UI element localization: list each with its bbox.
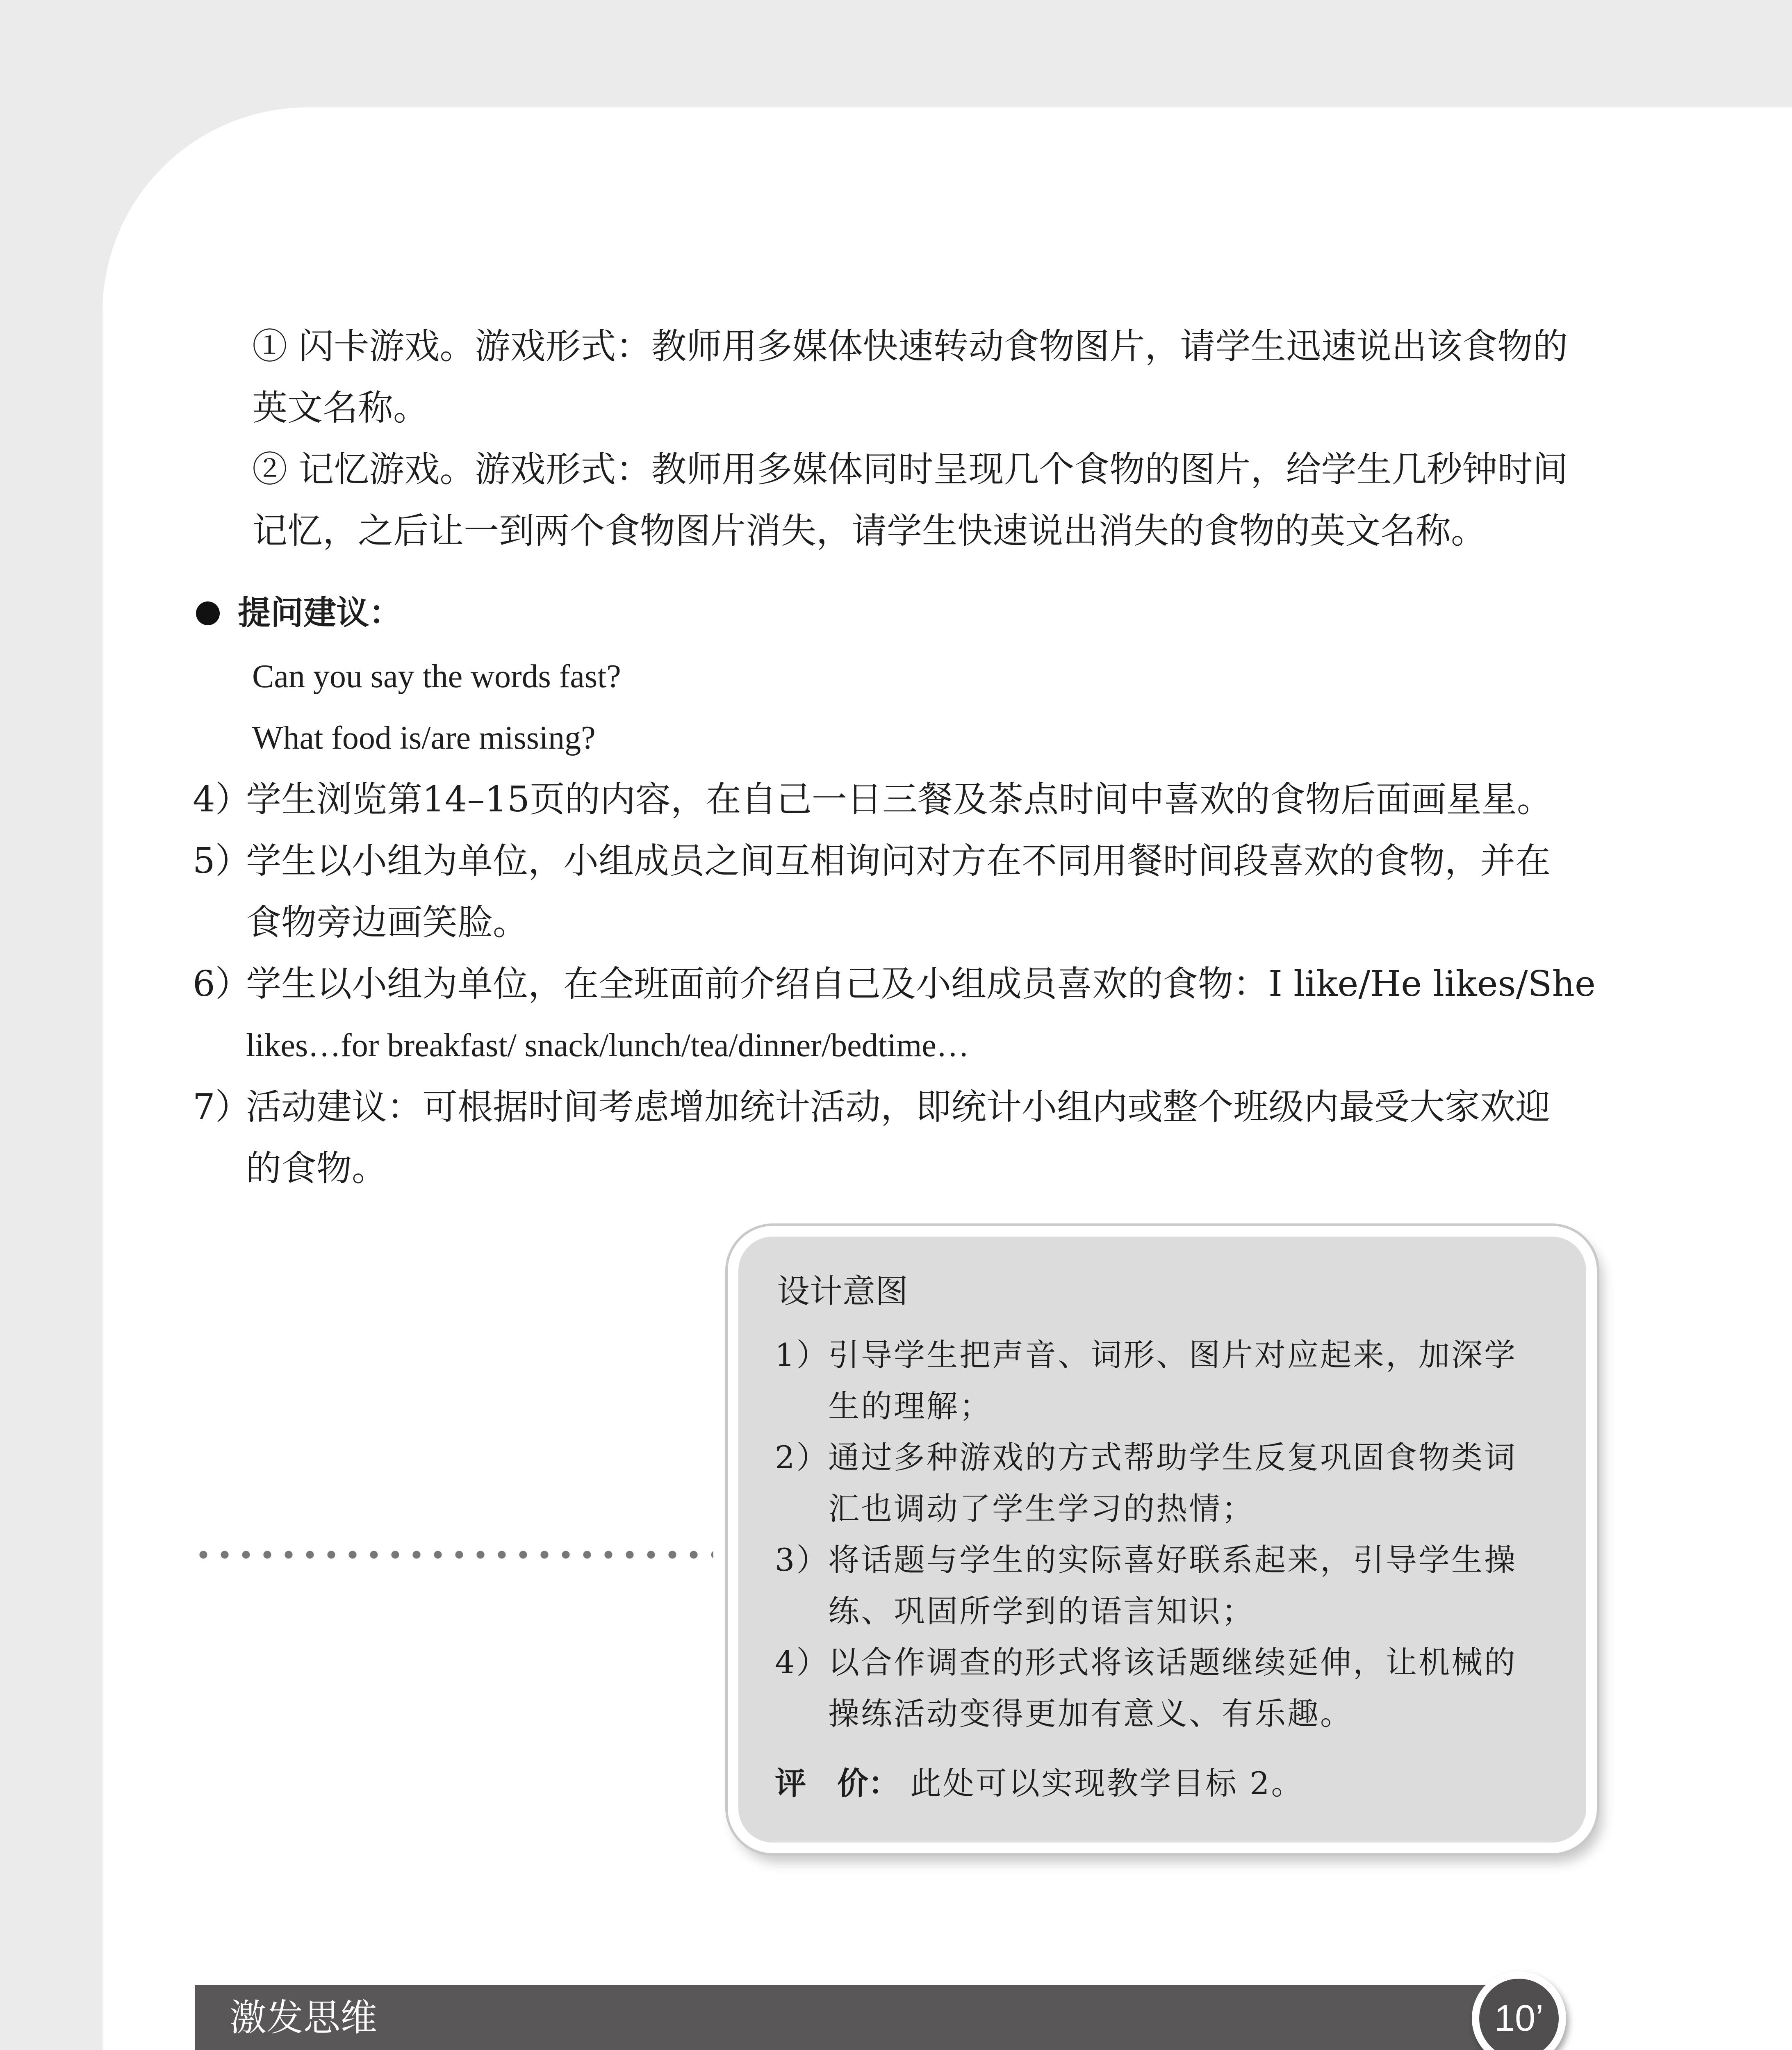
question-1: Can you say the words fast? xyxy=(252,658,621,695)
design-item-2-number: 2） xyxy=(775,1439,829,1476)
step-7-number: 7） xyxy=(193,1086,250,1128)
step-7-line-2: 的食物。 xyxy=(246,1148,387,1189)
step-6-line-1: 学生以小组为单位，在全班面前介绍自己及小组成员喜欢的食物：I like/He likes/She xyxy=(246,963,1596,1004)
design-item-1-line-2: 生的理解； xyxy=(828,1388,992,1424)
design-item-3-number: 3） xyxy=(775,1542,829,1578)
section-title: 激发思维 xyxy=(230,1996,377,2039)
bullet-icon xyxy=(196,601,220,625)
game-item-1-line-1: ① 闪卡游戏。游戏形式：教师用多媒体快速转动食物图片，请学生迅速说出该食物的 xyxy=(252,326,1568,367)
game-item-2-line-2: 记忆，之后让一到两个食物图片消失，请学生快速说出消失的食物的英文名称。 xyxy=(252,510,1486,551)
design-item-2-line-1: 通过多种游戏的方式帮助学生反复巩固食物类词 xyxy=(828,1439,1517,1476)
design-item-4-number: 4） xyxy=(775,1644,829,1681)
question-heading: 提问建议： xyxy=(238,594,402,632)
design-item-2-line-2: 汇也调动了学生学习的热情； xyxy=(828,1490,1255,1527)
section-header-bar xyxy=(195,1985,1515,2050)
step-4-line-1: 学生浏览第14–15页的内容，在自己一日三餐及茶点时间中喜欢的食物后面画星星。 xyxy=(246,779,1552,820)
question-2: What food is/are missing? xyxy=(252,720,596,756)
design-item-1-line-1: 引导学生把声音、词形、图片对应起来，加深学 xyxy=(828,1337,1517,1373)
time-badge: 10’ xyxy=(1472,1971,1566,2050)
game-item-2-line-1: ② 记忆游戏。游戏形式：教师用多媒体同时呈现几个食物的图片，给学生几秒钟时间 xyxy=(252,449,1568,490)
evaluation-label: 评 价： xyxy=(775,1765,899,1802)
design-item-1-number: 1） xyxy=(775,1337,829,1373)
design-intent-title: 设计意图 xyxy=(777,1272,908,1310)
design-item-4-line-1: 以合作调查的形式将该话题继续延伸，让机械的 xyxy=(828,1644,1517,1681)
design-item-3-line-2: 练、巩固所学到的语言知识； xyxy=(828,1593,1255,1629)
step-5-number: 5） xyxy=(193,840,250,882)
step-6-number: 6） xyxy=(193,963,250,1004)
step-5-line-1: 学生以小组为单位，小组成员之间互相询问对方在不同用餐时间段喜欢的食物，并在 xyxy=(246,840,1551,882)
dotted-leader xyxy=(193,1550,713,1560)
evaluation-text: 此处可以实现教学目标 2。 xyxy=(910,1765,1304,1802)
step-5-line-2: 食物旁边画笑脸。 xyxy=(246,902,528,943)
design-item-4-line-2: 操练活动变得更加有意义、有乐趣。 xyxy=(828,1695,1353,1732)
step-4-number: 4） xyxy=(193,779,250,820)
game-item-1-line-2: 英文名称。 xyxy=(252,387,428,428)
step-7-line-1: 活动建议：可根据时间考虑增加统计活动，即统计小组内或整个班级内最受大家欢迎 xyxy=(246,1086,1551,1128)
design-item-3-line-1: 将话题与学生的实际喜好联系起来，引导学生操 xyxy=(828,1542,1517,1578)
step-6-line-2: likes…for breakfast/ snack/lunch/tea/dinner/bedtime… xyxy=(246,1027,969,1064)
